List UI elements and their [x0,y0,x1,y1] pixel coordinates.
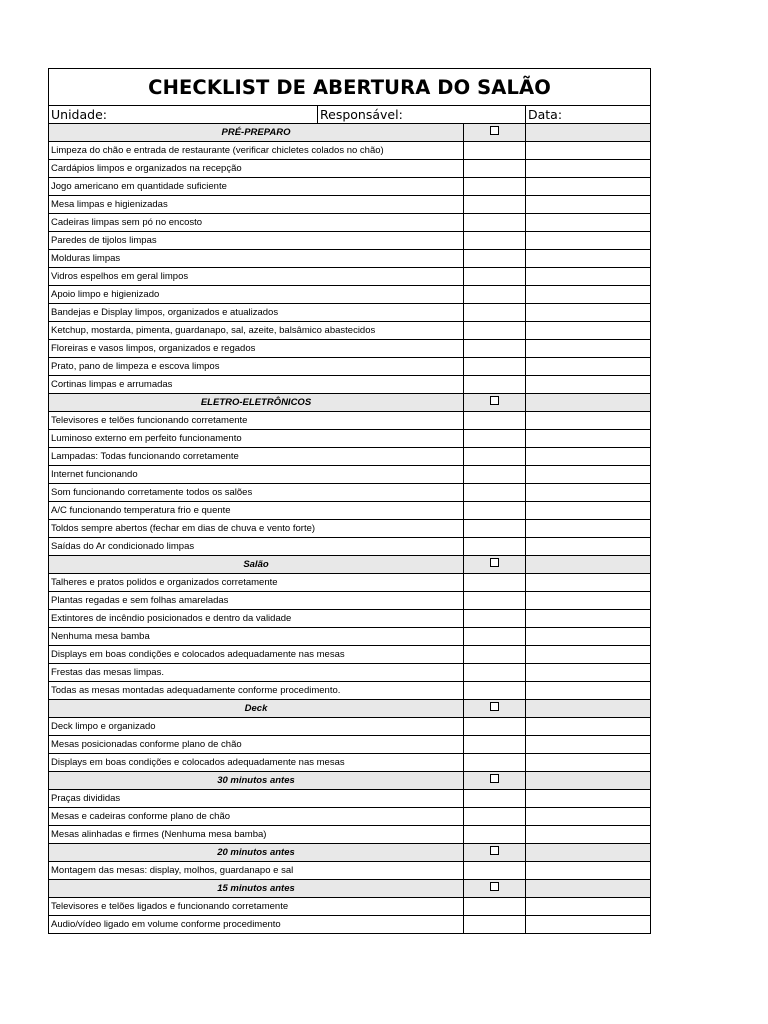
checklist-row [49,808,651,826]
checklist-row [49,322,651,340]
checklist-item-label: Apoio limpo e higienizado [49,286,464,304]
check-cell[interactable] [464,574,526,592]
checklist-item-label: Paredes de tijolos limpas [49,232,464,250]
checklist-item-label: Displays em boas condições e colocados adequadamente nas mesas [49,754,464,772]
checklist-item-label: Mesas posicionadas conforme plano de chão [49,736,464,754]
responsavel-label: Responsável: [318,106,526,124]
check-cell[interactable] [464,232,526,250]
checkbox-icon[interactable] [490,702,499,711]
notes-cell[interactable] [526,178,651,196]
check-cell[interactable] [464,340,526,358]
check-cell[interactable] [464,430,526,448]
checklist-item-label: Televisores e telões funcionando corretamente [49,412,464,430]
checklist-item-label: Frestas das mesas limpas. [49,664,464,682]
checklist-item-label: Deck limpo e organizado [49,718,464,736]
checklist-item-label: Televisores e telões ligados e funcionando corretamente [49,898,464,916]
check-cell[interactable] [464,214,526,232]
checkbox-icon[interactable] [490,882,499,891]
check-cell[interactable] [464,736,526,754]
section-header [49,880,651,898]
notes-cell[interactable] [526,754,651,772]
checklist-item-label: Prato, pano de limpeza e escova limpos [49,358,464,376]
checkbox-icon[interactable] [490,774,499,783]
check-cell[interactable] [464,826,526,844]
check-cell[interactable] [464,250,526,268]
notes-cell[interactable] [526,610,651,628]
data-label: Data: [526,106,651,124]
checklist-item-label: Talheres e pratos polidos e organizados corretamente [49,574,464,592]
check-cell[interactable] [464,160,526,178]
checklist-item-label: Cortinas limpas e arrumadas [49,376,464,394]
checklist-row [49,916,651,934]
section-title: 15 minutos antes [49,880,464,898]
checklist-item-label: Todas as mesas montadas adequadamente conforme procedimento. [49,682,464,700]
checklist-row [49,304,651,322]
checklist-item-label: Floreiras e vasos limpos, organizados e regados [49,340,464,358]
checkbox-icon[interactable] [490,558,499,567]
checklist-item-label: Lampadas: Todas funcionando corretamente [49,448,464,466]
section-title: 30 minutos antes [49,772,464,790]
section-checkbox-cell[interactable] [464,880,526,898]
section-title: ELETRO-ELETRÔNICOS [49,394,464,412]
notes-cell[interactable] [526,502,651,520]
notes-cell[interactable] [526,466,651,484]
notes-cell[interactable] [526,160,651,178]
checklist-item-label: Internet funcionando [49,466,464,484]
section-notes-cell [526,556,651,574]
section-notes-cell [526,772,651,790]
notes-cell[interactable] [526,376,651,394]
checklist-item-label: Cardápios limpos e organizados na recepção [49,160,464,178]
section-notes-cell [526,124,651,142]
check-cell[interactable] [464,520,526,538]
checklist-row [49,376,651,394]
checklist-item-label: Mesas e cadeiras conforme plano de chão [49,808,464,826]
section-checkbox-cell[interactable] [464,124,526,142]
checklist-row [49,142,651,160]
checklist-row [49,412,651,430]
section-title: Salão [49,556,464,574]
notes-cell[interactable] [526,628,651,646]
notes-cell[interactable] [526,484,651,502]
checklist-row [49,754,651,772]
section-checkbox-cell[interactable] [464,700,526,718]
checklist-row [49,718,651,736]
checklist-item-label: Bandejas e Display limpos, organizados e atualizados [49,304,464,322]
notes-cell[interactable] [526,592,651,610]
notes-cell[interactable] [526,322,651,340]
checkbox-icon[interactable] [490,846,499,855]
notes-cell[interactable] [526,286,651,304]
check-cell[interactable] [464,898,526,916]
notes-cell[interactable] [526,718,651,736]
check-cell[interactable] [464,646,526,664]
checklist-item-label: Molduras limpas [49,250,464,268]
check-cell[interactable] [464,448,526,466]
notes-cell[interactable] [526,808,651,826]
section-notes-cell [526,844,651,862]
notes-cell[interactable] [526,448,651,466]
section-title: 20 minutos antes [49,844,464,862]
checklist-row [49,430,651,448]
checklist-row [49,790,651,808]
checklist-row [49,646,651,664]
section-notes-cell [526,880,651,898]
checklist-item-label: Extintores de incêndio posicionados e dentro da validade [49,610,464,628]
check-cell[interactable] [464,790,526,808]
check-cell[interactable] [464,412,526,430]
notes-cell[interactable] [526,790,651,808]
check-cell[interactable] [464,628,526,646]
check-cell[interactable] [464,808,526,826]
checklist-item-label: Som funcionando corretamente todos os salões [49,484,464,502]
checklist-row [49,232,651,250]
notes-cell[interactable] [526,538,651,556]
notes-cell[interactable] [526,214,651,232]
notes-cell[interactable] [526,916,651,934]
checklist-row [49,340,651,358]
checklist-row [49,538,651,556]
section-header [49,394,651,412]
checklist-item-label: Luminoso externo em perfeito funcionamento [49,430,464,448]
checklist-item-label: Jogo americano em quantidade suficiente [49,178,464,196]
checklist-item-label: Montagem das mesas: display, molhos, guardanapo e sal [49,862,464,880]
checklist-row [49,214,651,232]
checklist-row [49,682,651,700]
section-checkbox-cell[interactable] [464,394,526,412]
page-title: CHECKLIST DE ABERTURA DO SALÃO [49,69,651,106]
notes-cell[interactable] [526,412,651,430]
check-cell[interactable] [464,268,526,286]
check-cell[interactable] [464,358,526,376]
notes-cell[interactable] [526,268,651,286]
check-cell[interactable] [464,286,526,304]
checklist-row [49,664,651,682]
check-cell[interactable] [464,862,526,880]
check-cell[interactable] [464,592,526,610]
notes-cell[interactable] [526,520,651,538]
check-cell[interactable] [464,142,526,160]
check-cell[interactable] [464,466,526,484]
checklist-item-label: Plantas regadas e sem folhas amareladas [49,592,464,610]
check-cell[interactable] [464,304,526,322]
checklist-row [49,574,651,592]
check-cell[interactable] [464,322,526,340]
notes-cell[interactable] [526,826,651,844]
checkbox-icon[interactable] [490,396,499,405]
checklist-item-label: Cadeiras limpas sem pó no encosto [49,214,464,232]
notes-cell[interactable] [526,340,651,358]
notes-cell[interactable] [526,574,651,592]
checklist-row [49,196,651,214]
section-header [49,700,651,718]
check-cell[interactable] [464,538,526,556]
checkbox-icon[interactable] [490,126,499,135]
checklist-item-label: A/C funcionando temperatura frio e quente [49,502,464,520]
notes-cell[interactable] [526,232,651,250]
notes-cell[interactable] [526,358,651,376]
checklist-item-label: Audio/vídeo ligado em volume conforme procedimento [49,916,464,934]
checklist-row [49,610,651,628]
notes-cell[interactable] [526,646,651,664]
section-checkbox-cell[interactable] [464,844,526,862]
notes-cell[interactable] [526,898,651,916]
checklist-row [49,448,651,466]
checklist-row [49,862,651,880]
notes-cell[interactable] [526,682,651,700]
checklist-item-label: Toldos sempre abertos (fechar em dias de chuva e vento forte) [49,520,464,538]
check-cell[interactable] [464,484,526,502]
checklist-row [49,592,651,610]
checklist-row [49,736,651,754]
notes-cell[interactable] [526,862,651,880]
check-cell[interactable] [464,178,526,196]
checklist-row [49,268,651,286]
checklist-item-label: Saídas do Ar condicionado limpas [49,538,464,556]
checklist-row [49,502,651,520]
check-cell[interactable] [464,196,526,214]
section-header [49,124,651,142]
notes-cell[interactable] [526,430,651,448]
checklist-item-label: Mesa limpas e higienizadas [49,196,464,214]
checklist-row [49,484,651,502]
check-cell[interactable] [464,718,526,736]
section-notes-cell [526,394,651,412]
check-cell[interactable] [464,682,526,700]
section-notes-cell [526,700,651,718]
check-cell[interactable] [464,502,526,520]
checklist-row [49,250,651,268]
section-header [49,556,651,574]
notes-cell[interactable] [526,250,651,268]
checklist-item-label: Ketchup, mostarda, pimenta, guardanapo, sal, azeite, balsâmico abastecidos [49,322,464,340]
checklist-table [48,68,651,934]
checklist-row [49,160,651,178]
check-cell[interactable] [464,754,526,772]
notes-cell[interactable] [526,304,651,322]
checklist-row [49,286,651,304]
checklist-item-label: Nenhuma mesa bamba [49,628,464,646]
section-title: PRÉ-PREPARO [49,124,464,142]
section-header [49,844,651,862]
checklist-row [49,826,651,844]
notes-cell[interactable] [526,142,651,160]
checklist-item-label: Praças divididas [49,790,464,808]
unidade-label: Unidade: [49,106,318,124]
notes-cell[interactable] [526,196,651,214]
checklist-row [49,178,651,196]
checklist-item-label: Vidros espelhos em geral limpos [49,268,464,286]
notes-cell[interactable] [526,736,651,754]
checklist-row [49,520,651,538]
section-title: Deck [49,700,464,718]
check-cell[interactable] [464,376,526,394]
section-checkbox-cell[interactable] [464,556,526,574]
checklist-row [49,898,651,916]
checklist-item-label: Displays em boas condições e colocados adequadamente nas mesas [49,646,464,664]
checklist-item-label: Limpeza do chão e entrada de restaurante (verificar chicletes colados no chão) [49,142,464,160]
check-cell[interactable] [464,916,526,934]
checklist-row [49,628,651,646]
check-cell[interactable] [464,664,526,682]
checklist-item-label: Mesas alinhadas e firmes (Nenhuma mesa bamba) [49,826,464,844]
section-header [49,772,651,790]
section-checkbox-cell[interactable] [464,772,526,790]
check-cell[interactable] [464,610,526,628]
checklist-row [49,466,651,484]
checklist-row [49,358,651,376]
notes-cell[interactable] [526,664,651,682]
